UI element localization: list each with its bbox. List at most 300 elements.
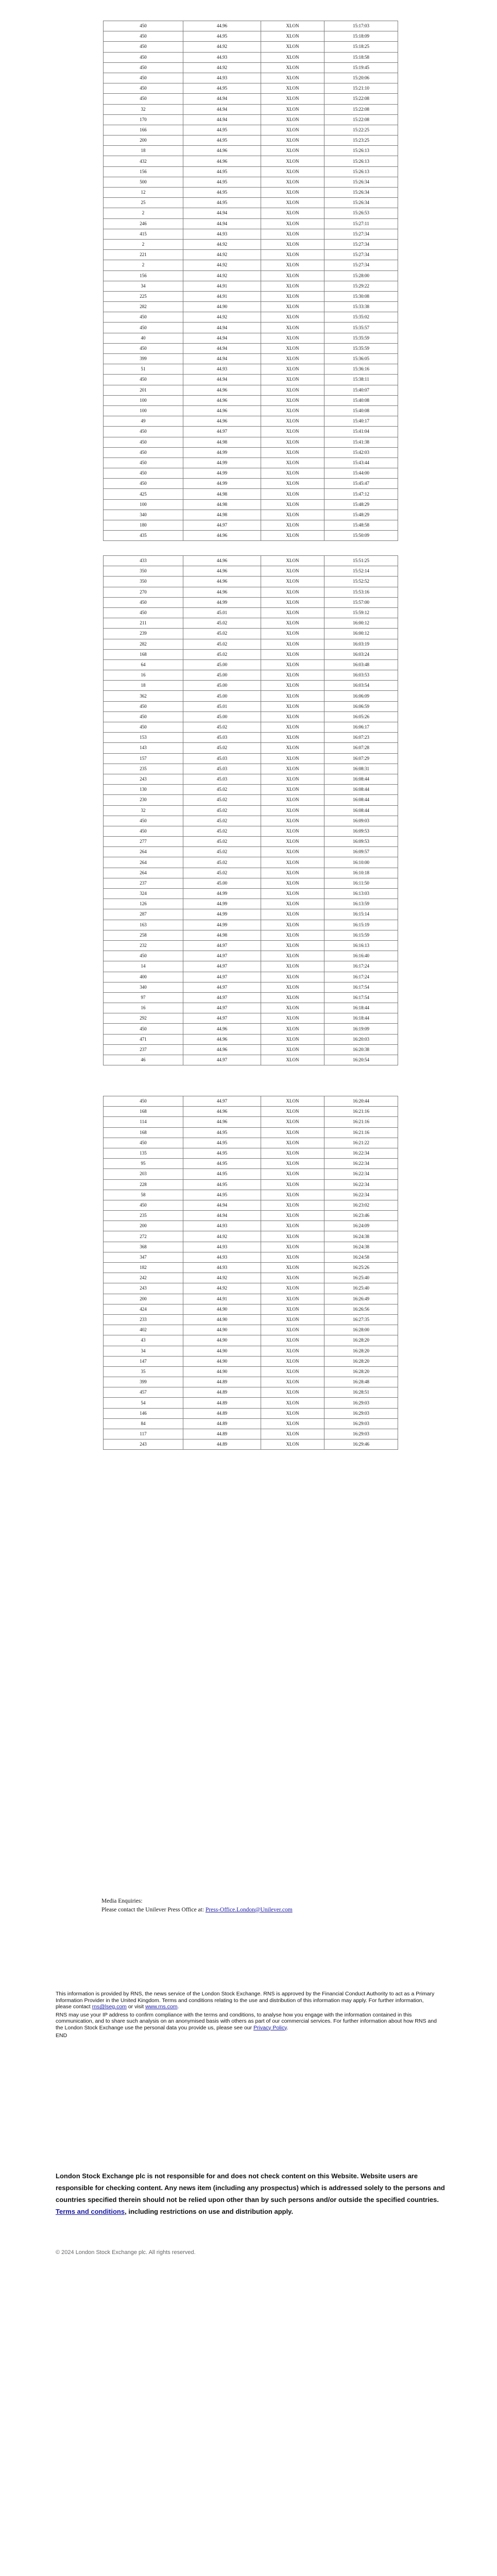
table-row <box>104 1003 398 1013</box>
media-contact-line <box>101 1906 293 1914</box>
venue-cell: XLON <box>261 385 324 395</box>
time-cell: 16:28:51 <box>324 1387 398 1398</box>
venue-cell: XLON <box>261 1127 324 1138</box>
rns-paragraph-1: This information is provided by RNS, the news service of the London Stock Exchange. RNS is approved by the Financial Conduct Authority to act as a Primary Information Provider in the United Kingdom. Terms and conditions relating to the use and distribution of this information may apply. For further information, please contact rns@lseg.com or visit www.rns.com. <box>56 1991 435 2010</box>
time-cell: 16:03:54 <box>324 681 398 691</box>
time-cell: 16:29:03 <box>324 1429 398 1439</box>
time-cell: 16:00:12 <box>324 629 398 639</box>
table-row <box>104 510 398 520</box>
time-cell: 16:25:26 <box>324 1263 398 1273</box>
price-cell: 44.94 <box>183 104 261 114</box>
table-row <box>104 764 398 774</box>
volume-cell: 237 <box>104 878 183 888</box>
volume-cell: 117 <box>104 1429 183 1439</box>
volume-cell: 228 <box>104 1179 183 1190</box>
volume-cell: 457 <box>104 1387 183 1398</box>
venue-cell: XLON <box>261 795 324 805</box>
venue-cell: XLON <box>261 260 324 270</box>
venue-cell: XLON <box>261 597 324 607</box>
volume-cell: 237 <box>104 1044 183 1055</box>
time-cell: 15:27:34 <box>324 229 398 239</box>
price-cell: 45.01 <box>183 607 261 618</box>
table-row <box>104 229 398 239</box>
price-cell: 44.99 <box>183 899 261 909</box>
volume-cell: 16 <box>104 670 183 681</box>
venue-cell: XLON <box>261 405 324 416</box>
table-row <box>104 218 398 229</box>
table-row <box>104 427 398 437</box>
price-cell: 44.94 <box>183 333 261 343</box>
time-cell: 16:08:44 <box>324 774 398 784</box>
venue-cell: XLON <box>261 826 324 836</box>
table-row <box>104 1398 398 1408</box>
venue-cell: XLON <box>261 218 324 229</box>
price-cell: 44.93 <box>183 1263 261 1273</box>
table-row <box>104 1148 398 1158</box>
price-cell: 44.97 <box>183 1013 261 1024</box>
venue-cell: XLON <box>261 764 324 774</box>
time-cell: 16:15:19 <box>324 920 398 930</box>
venue-cell: XLON <box>261 1387 324 1398</box>
venue-cell: XLON <box>261 711 324 722</box>
venue-cell: XLON <box>261 135 324 146</box>
venue-cell: XLON <box>261 1314 324 1325</box>
time-cell: 16:00:12 <box>324 618 398 629</box>
price-cell: 44.97 <box>183 982 261 992</box>
venue-cell: XLON <box>261 1159 324 1169</box>
time-cell: 15:50:09 <box>324 531 398 541</box>
time-cell: 16:21:16 <box>324 1117 398 1127</box>
venue-cell: XLON <box>261 1231 324 1242</box>
table-row <box>104 878 398 888</box>
table-row <box>104 1013 398 1024</box>
time-cell: 15:48:29 <box>324 510 398 520</box>
price-cell: 44.98 <box>183 930 261 940</box>
volume-cell: 51 <box>104 364 183 375</box>
price-cell: 44.90 <box>183 1356 261 1366</box>
table-row <box>104 659 398 670</box>
venue-cell: XLON <box>261 1107 324 1117</box>
venue-cell: XLON <box>261 62 324 73</box>
time-cell: 15:26:34 <box>324 177 398 187</box>
venue-cell: XLON <box>261 753 324 764</box>
time-cell: 15:22:08 <box>324 104 398 114</box>
volume-cell: 243 <box>104 1283 183 1294</box>
volume-cell: 18 <box>104 681 183 691</box>
venue-cell: XLON <box>261 805 324 816</box>
time-cell: 15:40:08 <box>324 405 398 416</box>
time-cell: 16:03:24 <box>324 649 398 659</box>
time-cell: 16:05:26 <box>324 711 398 722</box>
terms-and-conditions-link[interactable]: Terms and conditions <box>56 2208 125 2215</box>
table-row <box>104 649 398 659</box>
rns-email-link[interactable]: rns@lseg.com <box>92 2004 127 2010</box>
volume-cell: 147 <box>104 1356 183 1366</box>
time-cell: 16:09:57 <box>324 847 398 857</box>
time-cell: 16:20:44 <box>324 1096 398 1107</box>
time-cell: 16:07:28 <box>324 743 398 753</box>
venue-cell: XLON <box>261 1273 324 1283</box>
volume-cell: 18 <box>104 146 183 156</box>
venue-cell: XLON <box>261 930 324 940</box>
time-cell: 16:24:09 <box>324 1221 398 1231</box>
price-cell: 44.95 <box>183 1138 261 1148</box>
price-cell: 44.95 <box>183 83 261 94</box>
time-cell: 15:18:25 <box>324 42 398 52</box>
table-row <box>104 437 398 447</box>
volume-cell: 201 <box>104 385 183 395</box>
volume-cell: 156 <box>104 270 183 281</box>
time-cell: 16:24:38 <box>324 1231 398 1242</box>
venue-cell: XLON <box>261 587 324 597</box>
price-cell: 44.92 <box>183 250 261 260</box>
time-cell: 16:18:44 <box>324 1003 398 1013</box>
price-cell: 44.95 <box>183 166 261 177</box>
venue-cell: XLON <box>261 1263 324 1273</box>
media-enquiries <box>101 1897 293 1914</box>
rns-p1-text-b: or visit <box>128 2004 144 2010</box>
table-row <box>104 733 398 743</box>
media-heading: Media Enquiries: <box>101 1898 143 1904</box>
table-row <box>104 1377 398 1387</box>
price-cell: 44.96 <box>183 146 261 156</box>
venue-cell: XLON <box>261 1221 324 1231</box>
price-cell: 45.01 <box>183 701 261 711</box>
table-row <box>104 1117 398 1127</box>
venue-cell: XLON <box>261 961 324 972</box>
venue-cell: XLON <box>261 1211 324 1221</box>
price-cell: 45.02 <box>183 639 261 649</box>
venue-cell: XLON <box>261 1294 324 1304</box>
volume-cell: 163 <box>104 920 183 930</box>
venue-cell: XLON <box>261 733 324 743</box>
venue-cell: XLON <box>261 291 324 301</box>
volume-cell: 166 <box>104 125 183 135</box>
price-cell: 44.93 <box>183 73 261 83</box>
price-cell: 44.96 <box>183 405 261 416</box>
time-cell: 16:13:03 <box>324 889 398 899</box>
venue-cell: XLON <box>261 468 324 479</box>
table-row <box>104 1169 398 1179</box>
table-row <box>104 1024 398 1034</box>
volume-cell: 292 <box>104 1013 183 1024</box>
table-row <box>104 312 398 323</box>
volume-cell: 34 <box>104 281 183 291</box>
volume-cell: 203 <box>104 1169 183 1179</box>
price-cell: 44.89 <box>183 1429 261 1439</box>
venue-cell: XLON <box>261 1418 324 1429</box>
venue-cell: XLON <box>261 1055 324 1065</box>
venue-cell: XLON <box>261 146 324 156</box>
price-cell: 44.93 <box>183 52 261 62</box>
price-cell: 44.97 <box>183 1003 261 1013</box>
venue-cell: XLON <box>261 566 324 577</box>
table-row <box>104 250 398 260</box>
venue-cell: XLON <box>261 629 324 639</box>
price-cell: 44.89 <box>183 1418 261 1429</box>
table-row <box>104 1096 398 1107</box>
venue-cell: XLON <box>261 920 324 930</box>
price-cell: 45.02 <box>183 816 261 826</box>
volume-cell: 450 <box>104 62 183 73</box>
price-cell: 45.00 <box>183 670 261 681</box>
table-row <box>104 31 398 42</box>
time-cell: 16:17:24 <box>324 961 398 972</box>
time-cell: 16:15:14 <box>324 909 398 920</box>
table-row <box>104 920 398 930</box>
volume-cell: 362 <box>104 691 183 701</box>
volume-cell: 424 <box>104 1304 183 1314</box>
lse-disclaimer-text-b: , including restrictions on use and distribution apply. <box>125 2208 294 2215</box>
price-cell: 44.91 <box>183 281 261 291</box>
volume-cell: 471 <box>104 1034 183 1044</box>
venue-cell: XLON <box>261 659 324 670</box>
press-office-email-link[interactable]: Press-Office.London@Unilever.com <box>205 1907 293 1913</box>
table-row <box>104 618 398 629</box>
volume-cell: 168 <box>104 649 183 659</box>
table-row <box>104 385 398 395</box>
time-cell: 15:18:58 <box>324 52 398 62</box>
table-row <box>104 629 398 639</box>
table-row <box>104 1418 398 1429</box>
volume-cell: 153 <box>104 733 183 743</box>
venue-cell: XLON <box>261 1335 324 1346</box>
price-cell: 44.96 <box>183 556 261 566</box>
time-cell: 16:20:54 <box>324 1055 398 1065</box>
table-row <box>104 457 398 468</box>
table-row <box>104 1263 398 1273</box>
time-cell: 16:11:50 <box>324 878 398 888</box>
price-cell: 44.90 <box>183 1304 261 1314</box>
volume-cell: 450 <box>104 1138 183 1148</box>
volume-cell: 34 <box>104 1346 183 1356</box>
volume-cell: 2 <box>104 260 183 270</box>
price-cell: 44.90 <box>183 1346 261 1356</box>
price-cell: 44.95 <box>183 1148 261 1158</box>
price-cell: 44.96 <box>183 156 261 166</box>
rns-p1-text: This information is provided by RNS, the news service of the London Stock Exchange. RNS is approved by the Financial Conduct Authority to act as a Primary Information Provider in the United Kingdom. Terms and conditions relating to the use and distribution of this information may apply. For further information, please contact <box>56 1991 435 2010</box>
table-row <box>104 104 398 114</box>
volume-cell: 32 <box>104 805 183 816</box>
table-row <box>104 156 398 166</box>
volume-cell: 156 <box>104 166 183 177</box>
price-cell: 44.95 <box>183 1127 261 1138</box>
price-cell: 44.94 <box>183 94 261 104</box>
venue-cell: XLON <box>261 847 324 857</box>
volume-cell: 46 <box>104 1055 183 1065</box>
price-cell: 44.95 <box>183 135 261 146</box>
venue-cell: XLON <box>261 940 324 951</box>
privacy-policy-link[interactable]: Privacy Policy <box>253 2024 287 2031</box>
venue-cell: XLON <box>261 1366 324 1377</box>
venue-cell: XLON <box>261 1325 324 1335</box>
time-cell: 16:27:35 <box>324 1314 398 1325</box>
time-cell: 15:36:16 <box>324 364 398 375</box>
venue-cell: XLON <box>261 312 324 323</box>
time-cell: 15:38:11 <box>324 375 398 385</box>
time-cell: 16:26:56 <box>324 1304 398 1314</box>
price-cell: 44.92 <box>183 270 261 281</box>
table-row <box>104 1294 398 1304</box>
price-cell: 44.97 <box>183 940 261 951</box>
time-cell: 16:08:44 <box>324 805 398 816</box>
volume-cell: 350 <box>104 577 183 587</box>
price-cell: 44.94 <box>183 218 261 229</box>
table-row <box>104 520 398 531</box>
time-cell: 16:22:34 <box>324 1159 398 1169</box>
table-row <box>104 343 398 353</box>
table-row <box>104 1304 398 1314</box>
volume-cell: 233 <box>104 1314 183 1325</box>
volume-cell: 49 <box>104 416 183 427</box>
table-row <box>104 1159 398 1169</box>
volume-cell: 100 <box>104 405 183 416</box>
table-row <box>104 889 398 899</box>
venue-cell: XLON <box>261 701 324 711</box>
price-cell: 44.95 <box>183 1190 261 1200</box>
table-row <box>104 405 398 416</box>
time-cell: 15:26:13 <box>324 166 398 177</box>
price-cell: 45.00 <box>183 681 261 691</box>
time-cell: 15:27:34 <box>324 239 398 249</box>
price-cell: 44.99 <box>183 447 261 457</box>
table-row <box>104 711 398 722</box>
time-cell: 16:03:19 <box>324 639 398 649</box>
volume-cell: 435 <box>104 531 183 541</box>
time-cell: 16:28:20 <box>324 1346 398 1356</box>
time-cell: 15:26:34 <box>324 198 398 208</box>
time-cell: 15:26:53 <box>324 208 398 218</box>
price-cell: 44.95 <box>183 1179 261 1190</box>
time-cell: 16:08:44 <box>324 785 398 795</box>
venue-cell: XLON <box>261 125 324 135</box>
time-cell: 16:06:59 <box>324 701 398 711</box>
volume-cell: 450 <box>104 951 183 961</box>
table-row <box>104 743 398 753</box>
venue-cell: XLON <box>261 909 324 920</box>
volume-cell: 16 <box>104 1003 183 1013</box>
venue-cell: XLON <box>261 188 324 198</box>
price-cell: 44.98 <box>183 437 261 447</box>
table-row <box>104 354 398 364</box>
table-row <box>104 868 398 878</box>
table-row <box>104 177 398 187</box>
time-cell: 15:40:07 <box>324 385 398 395</box>
volume-cell: 450 <box>104 42 183 52</box>
venue-cell: XLON <box>261 1200 324 1210</box>
rns-disclaimer <box>56 1991 441 2041</box>
price-cell: 44.95 <box>183 125 261 135</box>
volume-cell: 211 <box>104 618 183 629</box>
price-cell: 44.94 <box>183 114 261 125</box>
price-cell: 44.95 <box>183 1169 261 1179</box>
volume-cell: 84 <box>104 1418 183 1429</box>
table-row <box>104 785 398 795</box>
price-cell: 45.02 <box>183 805 261 816</box>
volume-cell: 450 <box>104 722 183 733</box>
time-cell: 16:20:03 <box>324 1034 398 1044</box>
venue-cell: XLON <box>261 1439 324 1450</box>
price-cell: 45.02 <box>183 743 261 753</box>
table-row <box>104 52 398 62</box>
table-row <box>104 951 398 961</box>
price-cell: 44.99 <box>183 889 261 899</box>
table-row <box>104 260 398 270</box>
end-marker: END <box>56 2032 67 2039</box>
volume-cell: 270 <box>104 587 183 597</box>
time-cell: 15:35:59 <box>324 343 398 353</box>
time-cell: 15:41:38 <box>324 437 398 447</box>
trades-table-1 <box>103 21 396 541</box>
venue-cell: XLON <box>261 681 324 691</box>
time-cell: 15:44:00 <box>324 468 398 479</box>
trades-table-3-body <box>104 1096 398 1450</box>
time-cell: 16:10:00 <box>324 857 398 868</box>
price-cell: 45.00 <box>183 659 261 670</box>
volume-cell: 399 <box>104 354 183 364</box>
table-row <box>104 577 398 587</box>
venue-cell: XLON <box>261 982 324 992</box>
price-cell: 44.91 <box>183 1294 261 1304</box>
venue-cell: XLON <box>261 1408 324 1418</box>
volume-cell: 58 <box>104 1190 183 1200</box>
venue-cell: XLON <box>261 816 324 826</box>
price-cell: 45.02 <box>183 795 261 805</box>
time-cell: 16:23:02 <box>324 1200 398 1210</box>
volume-cell: 180 <box>104 520 183 531</box>
price-cell: 44.99 <box>183 597 261 607</box>
volume-cell: 12 <box>104 188 183 198</box>
table-row <box>104 566 398 577</box>
volume-cell: 450 <box>104 83 183 94</box>
time-cell: 16:15:59 <box>324 930 398 940</box>
price-cell: 44.91 <box>183 291 261 301</box>
volume-cell: 324 <box>104 889 183 899</box>
volume-cell: 450 <box>104 597 183 607</box>
volume-cell: 25 <box>104 198 183 208</box>
volume-cell: 143 <box>104 743 183 753</box>
volume-cell: 282 <box>104 302 183 312</box>
price-cell: 44.97 <box>183 427 261 437</box>
volume-cell: 264 <box>104 868 183 878</box>
time-cell: 16:22:34 <box>324 1179 398 1190</box>
time-cell: 15:35:02 <box>324 312 398 323</box>
table-row <box>104 468 398 479</box>
rns-website-link[interactable]: www.rns.com <box>145 2004 178 2010</box>
time-cell: 15:53:16 <box>324 587 398 597</box>
venue-cell: XLON <box>261 479 324 489</box>
volume-cell: 450 <box>104 343 183 353</box>
time-cell: 15:36:05 <box>324 354 398 364</box>
price-cell: 44.92 <box>183 1283 261 1294</box>
time-cell: 16:25:40 <box>324 1283 398 1294</box>
volume-cell: 64 <box>104 659 183 670</box>
price-cell: 45.03 <box>183 753 261 764</box>
time-cell: 16:29:03 <box>324 1398 398 1408</box>
time-cell: 15:23:25 <box>324 135 398 146</box>
time-cell: 15:40:08 <box>324 395 398 405</box>
time-cell: 16:28:20 <box>324 1356 398 1366</box>
table-row <box>104 1273 398 1283</box>
table-row <box>104 587 398 597</box>
volume-cell: 450 <box>104 826 183 836</box>
table-row <box>104 270 398 281</box>
price-cell: 44.89 <box>183 1398 261 1408</box>
volume-cell: 450 <box>104 21 183 31</box>
time-cell: 16:09:03 <box>324 816 398 826</box>
table-row <box>104 1335 398 1346</box>
venue-cell: XLON <box>261 94 324 104</box>
